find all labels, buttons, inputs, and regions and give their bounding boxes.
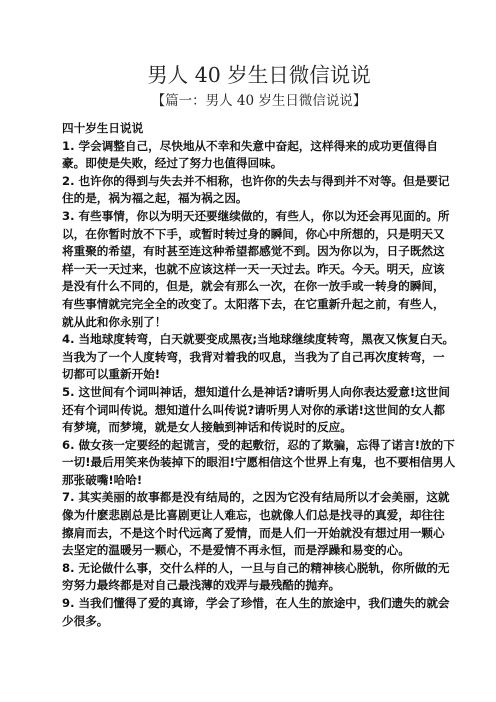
document-title: 男人 40 岁生日微信说说 xyxy=(147,63,371,87)
document-subtitle: 【篇一：男人 40 岁生日微信说说】 xyxy=(151,93,367,109)
section-heading: 四十岁生日说说 xyxy=(62,121,144,135)
paragraph-4: 4. 当地球度转弯，白天就要变成黑夜;当地球继续度转弯，黑夜又恢复白天。当我为了一个人度转弯，我背对着我的叹息，当我为了自己再次度转弯，一切都可以重新开始! xyxy=(62,332,455,382)
paragraph-9: 9. 当我们懂得了爱的真谛，学会了珍惜，在人生的旅途中，我们遗失的就会少很多。 xyxy=(62,596,450,628)
paragraph-3: 3. 有些事情，你以为明天还要继续做的，有些人，你以为还会再见面的。所以，在你暂时放不下手，或暂时转过身的瞬间，你心中所想的，只是明天又将重聚的希望，有时甚至连这种希望都感觉不到。因为你以为，日子既然这样一天一天过来，也就不应该这样一天一天过去。昨天。今天。明天，应该是没有什么不同的，但是，就会有那么一次，在你一放手或一转身的瞬间，有些事情就完完全全的改变了。太阳落下去，在它重新升起之前，有些人，就从此和你永别了！ xyxy=(62,208,450,329)
paragraph-8: 8. 无论做什么事，交什么样的人，一旦与自己的精神核心脱轨，你所做的无穷努力最终都是对自己最浅薄的戏弄与最残酷的抛弃。 xyxy=(62,560,450,593)
paragraph-6: 6. 做女孩一定要经的起谎言，受的起敷衍，忍的了欺骗，忘得了诺言!放的下一切!最后用笑来伪装掉下的眼泪!宁愿相信这个世界上有鬼，也不要相信男人那张破嘴!哈哈! xyxy=(62,437,456,487)
paragraph-7: 7. 其实美丽的故事都是没有结局的，之因为它没有结局所以才会美丽，这就像为什麽悲剧总是比喜剧更让人难忘，也就像人们总是找寻的真爱，却往往擦肩而去，不是这个时代远离了爱情，而是人们一开始就没有想过用一颗心去坚定的温暖另一颗心，不是爱情不再永恒，而是浮躁和易变的心。 xyxy=(62,490,450,558)
paragraph-2: 2. 也许你的得到与失去并不相称，也许你的失去与得到并不对等。但是要记住的是，祸为福之起，福为祸之因。 xyxy=(62,173,450,206)
document-body xyxy=(62,138,456,631)
paragraph-5: 5. 这世间有个词叫神话，想知道什么是神话?请听男人向你表达爱意!这世间还有个词叫传说。想知道什么叫传说?请听男人对你的承诺!这世间的女人都有梦境，而梦境，就是女人接触到神话和传说时的反应。 xyxy=(62,384,450,435)
paragraph-1: 1. 学会调整自己，尽快地从不幸和失意中奋起，这样得来的成功更值得自豪。即使是失败，经过了努力也值得回味。 xyxy=(62,138,438,171)
